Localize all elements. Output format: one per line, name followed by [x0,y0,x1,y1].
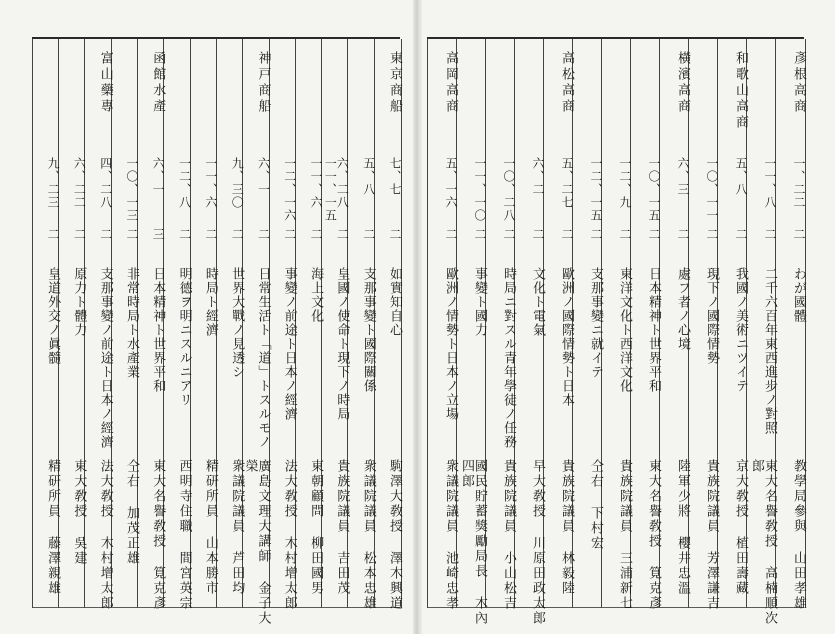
lecture-topic: わが國體 [791,267,806,323]
right-column [485,39,516,611]
school-name [322,51,348,146]
lecture-topic: 支那事變ニ就イテ [588,267,603,379]
school-name [457,51,486,146]
right-column [427,39,458,611]
lecture-date: 一〇、二八 [502,157,516,222]
lecture-count: 二 [203,228,218,240]
lecture-topic: 歐洲ノ情勢ト日本ノ立場 [443,267,458,421]
school-name [112,51,138,146]
lecture-count: 二 [792,228,806,240]
lecture-topic: 文化ト電氣 [530,267,545,337]
lecture-count: 二 [46,228,61,240]
lecture-topic: 時局ニ對スル青年學徒ノ任務 [501,267,516,449]
lecture-count: 二 [734,228,748,240]
right-column [775,39,806,611]
lecture-count: 二 [309,228,324,240]
left-column [321,39,348,608]
left-column [137,39,166,611]
lecture-count: 二 [763,228,777,240]
lecture-date: 六、二 [531,157,545,196]
school-name: 彥根高商 [791,51,806,115]
lecture-topic: 事變ト國力 [472,267,487,337]
left-column [111,39,138,608]
school-name [747,51,776,146]
speaker-name: 京大敎授 植田壽藏 [733,459,748,596]
speaker-name: 東大名譽敎授 筧克彥 [150,459,166,611]
speaker-name: 廣島文理大講師 金子大榮 [242,459,271,626]
lecture-count: 二 [256,228,271,240]
school-name: 橫濱高商 [675,51,690,115]
right-column [572,39,602,608]
right-column [601,39,632,611]
school-name: 和歌山高商 [733,51,748,131]
school-name: 富山藥專 [97,51,113,115]
left-column [374,39,402,611]
right-column [717,39,747,608]
lecture-count: 二 [676,228,690,240]
school-name [602,51,631,146]
speaker-name: 精研所員 山本勝市 [202,459,218,596]
lecture-date: 五、一六 [444,157,458,209]
lecture-date: 一一、六 [203,157,218,209]
school-name [296,51,322,146]
speaker-name: 貴族院議員 林毅陸 [559,459,574,596]
lecture-count: 二 [387,228,402,240]
lecture-topic: 日本精神ト世界平和 [150,267,166,393]
lecture-count: 二 [335,228,350,240]
speaker-name: 衆議院議員 松本忠雄 [360,459,376,611]
school-name [191,51,217,146]
speaker-name: 早大敎授 川原田政太郎 [530,459,545,626]
lecture-topic: 日常生活ト「道」トスルモノ [255,267,271,449]
school-name [59,51,85,146]
lecture-date: 五、二七 [560,157,574,209]
speaker-name: 國民貯蓄獎勵局長 木內四郎 [459,459,487,626]
left-column [347,39,376,611]
lecture-count: 二 [560,228,574,240]
speaker-name: 教學局參與 山田孝雄 [791,459,806,611]
lecture-topic: 非常時局ト水產業 [123,267,139,379]
left-column [58,39,85,608]
speaker-name: 法大敎授 木村增太郎 [281,459,297,611]
school-name [515,51,544,146]
school-name: 高岡高商 [443,51,458,115]
lecture-date: 一、二二 [792,157,806,209]
left-column [242,39,271,626]
lecture-date: 一〇、一一 [705,157,719,222]
speaker-name: 駒澤大敎授 澤木興道 [386,459,402,611]
lecture-date: 七、七 [387,157,402,196]
lecture-count: 二 [502,228,516,240]
lecture-topic: 歐洲ノ國際情勢ト日本 [559,267,574,407]
lecture-topic: 支那事變ノ前途ト日本ノ經濟 [97,267,113,449]
right-column [630,39,661,611]
lecture-count: 二 [531,228,545,240]
lecture-date: 一一、八 [763,157,777,209]
lecture-topic: 處フ者ノ心境 [675,267,690,351]
lecture-topic: 支那事變ト國際關係 [360,267,376,393]
right-column [514,39,545,626]
speaker-name: 貴族院議員 吉田茂 [334,459,350,596]
lecture-topic: 皇國ノ使命ト現下ノ時局 [334,267,350,421]
left-column [190,39,217,608]
lecture-date: 一二、一六 [282,157,297,222]
lecture-topic: 二千六百年東西進步ノ對照 [762,267,777,435]
school-name [33,51,59,146]
lecture-date: 六、一 [256,157,271,196]
speaker-name: 東大名譽敎授 筧克彥 [646,459,661,611]
lecture-date: 一〇、一三 [124,157,139,222]
lecture-count: 二 [282,228,297,240]
lecture-date: 一一、一〇 [473,157,487,222]
lecture-date: 六、二八 一一、一五 [323,157,350,222]
lecture-count: 二 [589,228,603,240]
school-name [573,51,602,146]
lecture-date: 六、三 [676,157,690,196]
right-column [543,39,573,608]
lecture-count: 二 [618,228,632,240]
lecture-date: 五、八 [361,157,376,196]
lecture-count: 二 [72,228,87,240]
left-column [295,39,322,608]
lecture-count: 二 [705,228,719,240]
lecture-date: 九、二三 [46,157,61,209]
lecture-count: 二 [444,228,458,240]
lecture-topic: 日本精神ト世界平和 [646,267,661,393]
speaker-name: 貴族院議員 小山松吉 [501,459,516,611]
lecture-date: 一一、六 [309,157,324,209]
lecture-count: 二 [361,228,376,240]
speaker-name: 衆議院議員 芦田均 [229,459,245,596]
speaker-name: 仝右 加茂正雄 [123,459,139,566]
school-name: 東京商船 [386,51,402,115]
speaker-name: 東大敎授 吳建 [71,459,87,566]
school-name: 函館水產 [150,51,166,115]
left-column [269,39,297,611]
school-name: 高松高商 [559,51,574,115]
speaker-name: 精研所員 藤澤親雄 [45,459,61,596]
speaker-name: 貴族院議員 芳澤謙吉 [704,459,719,611]
right-column [456,39,487,626]
lecture-topic: 事變ノ前途ト日本ノ經濟 [281,267,297,421]
speaker-name: 西明寺住職 間宮英宗 [176,459,192,611]
lecture-date: 九、三〇 [230,157,245,209]
lecture-date: 五、八 [734,157,748,196]
school-name: 神戸商船 [255,51,271,115]
lecture-count: 二 [98,228,113,240]
lecture-count: 二 [473,228,487,240]
school-name [486,51,515,146]
left-column [84,39,113,611]
left-column [216,39,243,608]
lecture-topic: 現下ノ國際情勢 [704,267,719,365]
lecture-topic: 東洋文化ト西洋文化 [617,267,632,393]
right-column [659,39,689,608]
lecture-date: 一〇、一五 [647,157,661,222]
lecture-date: 六、二二 [72,157,87,209]
speaker-name: 法大敎授 木村增太郎 [97,459,113,611]
school-name [270,51,296,146]
lecture-date: 一二、八 [177,157,192,209]
lecture-topic: 原力ト體力 [71,267,87,337]
lecture-count: 三 [151,228,166,240]
speaker-name: 貴族院議員 三浦新七 [617,459,632,611]
speaker-name: 仝右 下村宏 [588,459,603,551]
school-name [217,51,243,146]
lecture-date: 六、一 [151,157,166,196]
speaker-name: 陸軍少將 櫻井忠溫 [675,459,690,596]
school-name [631,51,660,146]
lecture-topic: 皇道外交ノ眞髓 [45,267,61,365]
lecture-date: 一二、一五 [589,157,603,222]
lecture-topic: 明德ヲ明ニスルニアリ [176,267,192,407]
lecture-topic: 如實知自心 [386,267,402,337]
lecture-topic: 時局ト經濟 [202,267,218,337]
school-name [348,51,374,146]
speaker-name: 東大名譽敎授 高楠順次郎 [749,459,777,626]
lecture-date: 一二、九 [618,157,632,209]
right-column [746,39,777,626]
lecture-date: 四、二八 [98,157,113,209]
right-column [688,39,719,611]
book-gutter [413,0,422,634]
left-column [163,39,192,611]
school-name [164,51,190,146]
left-column [32,39,59,608]
school-name [689,51,718,146]
lecture-count: 二 [177,228,192,240]
lecture-topic: 世界大戰ノ見透シ [229,267,245,379]
speaker-name: 東朝顧問 柳田國男 [308,459,324,596]
lecture-count: 二 [124,228,139,240]
lecture-topic: 海上文化 [308,267,324,323]
lecture-count: 二 [647,228,661,240]
lecture-topic: 我國ノ美術ニツイテ [733,267,748,393]
lecture-count: 二 [230,228,245,240]
speaker-name: 衆議院議員 池崎忠孝 [443,459,458,611]
